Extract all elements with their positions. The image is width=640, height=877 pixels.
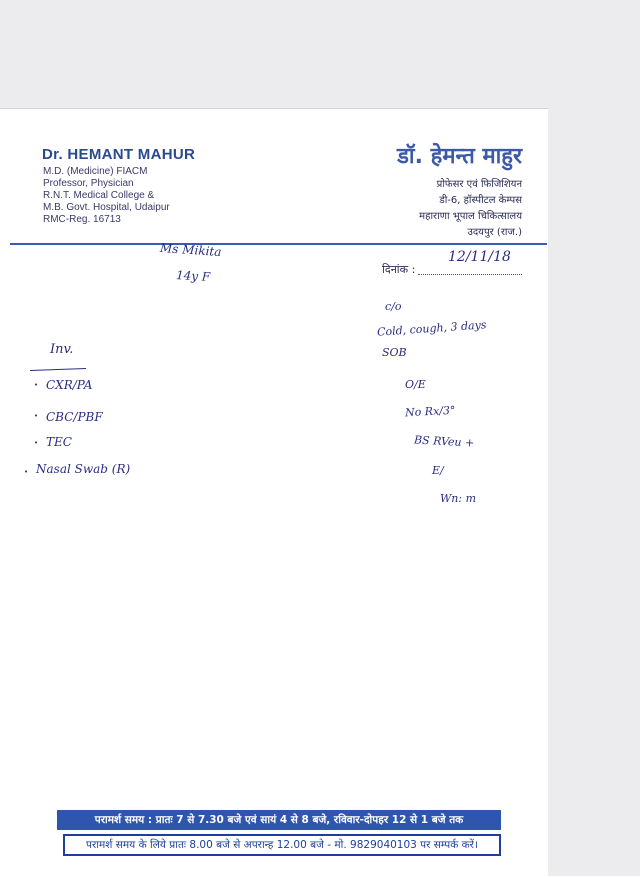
date-value: 12/11/18 <box>448 249 511 265</box>
bullet-icon: • <box>24 468 29 476</box>
investigation-item: TEC <box>46 435 72 449</box>
doctor-qualification: M.D. (Medicine) FIACM <box>43 166 148 177</box>
note-line: SOB <box>382 346 407 359</box>
address-hindi: डी-6, हॉस्पीटल केम्पस <box>439 195 522 206</box>
bullet-icon: • <box>34 412 39 420</box>
hospital-hindi: महाराणा भूपाल चिकित्सालय <box>419 211 522 222</box>
city-hindi: उदयपुर (राज.) <box>467 227 522 238</box>
investigations-heading: Inv. <box>50 342 74 357</box>
investigation-item: CXR/PA <box>46 378 93 392</box>
doctor-name-english: Dr. HEMANT MAHUR <box>42 146 196 163</box>
appointment-contact-banner: परामर्श समय के लिये प्रातः 8.00 बजे से अपरान्ह 12.00 बजे - मो. 9829040103 पर सम्पर्क करें। <box>63 834 501 856</box>
header-divider <box>10 243 547 245</box>
note-line: BS RVeu + <box>413 433 475 450</box>
note-line: c/o <box>385 300 402 313</box>
bullet-icon: • <box>34 381 39 389</box>
date-dotted-line <box>418 265 522 275</box>
date-label: दिनांक : <box>382 263 416 276</box>
patient-age-sex: 14y F <box>175 268 211 284</box>
patient-name: Ms Mikita <box>159 240 222 260</box>
note-line: No Rx/3° <box>404 403 456 420</box>
consultation-times-banner: परामर्श समय : प्रातः 7 से 7.30 बजे एवं सायं 4 से 8 बजे, रविवार-दोपहर 12 से 1 बजे तक <box>57 810 501 830</box>
doctor-name-hindi: डॉ. हेमन्त माहुर <box>397 144 522 169</box>
doctor-college: R.N.T. Medical College & <box>43 190 155 201</box>
scan-background-top <box>0 0 640 108</box>
note-line: O/E <box>405 378 426 391</box>
investigation-item: CBC/PBF <box>46 410 103 424</box>
doctor-hospital: M.B. Govt. Hospital, Udaipur <box>43 202 170 213</box>
note-line: Cold, cough, 3 days <box>376 318 487 339</box>
doctor-registration: RMC-Reg. 16713 <box>43 214 121 225</box>
bullet-icon: • <box>34 439 39 447</box>
designation-hindi: प्रोफेसर एवं फिजिशियन <box>436 179 522 190</box>
investigation-item: Nasal Swab (R) <box>36 462 131 476</box>
scan-background-right <box>548 0 640 876</box>
note-line: Wn: m <box>440 492 477 505</box>
note-line: E/ <box>432 464 444 477</box>
doctor-designation: Professor, Physician <box>43 178 134 189</box>
